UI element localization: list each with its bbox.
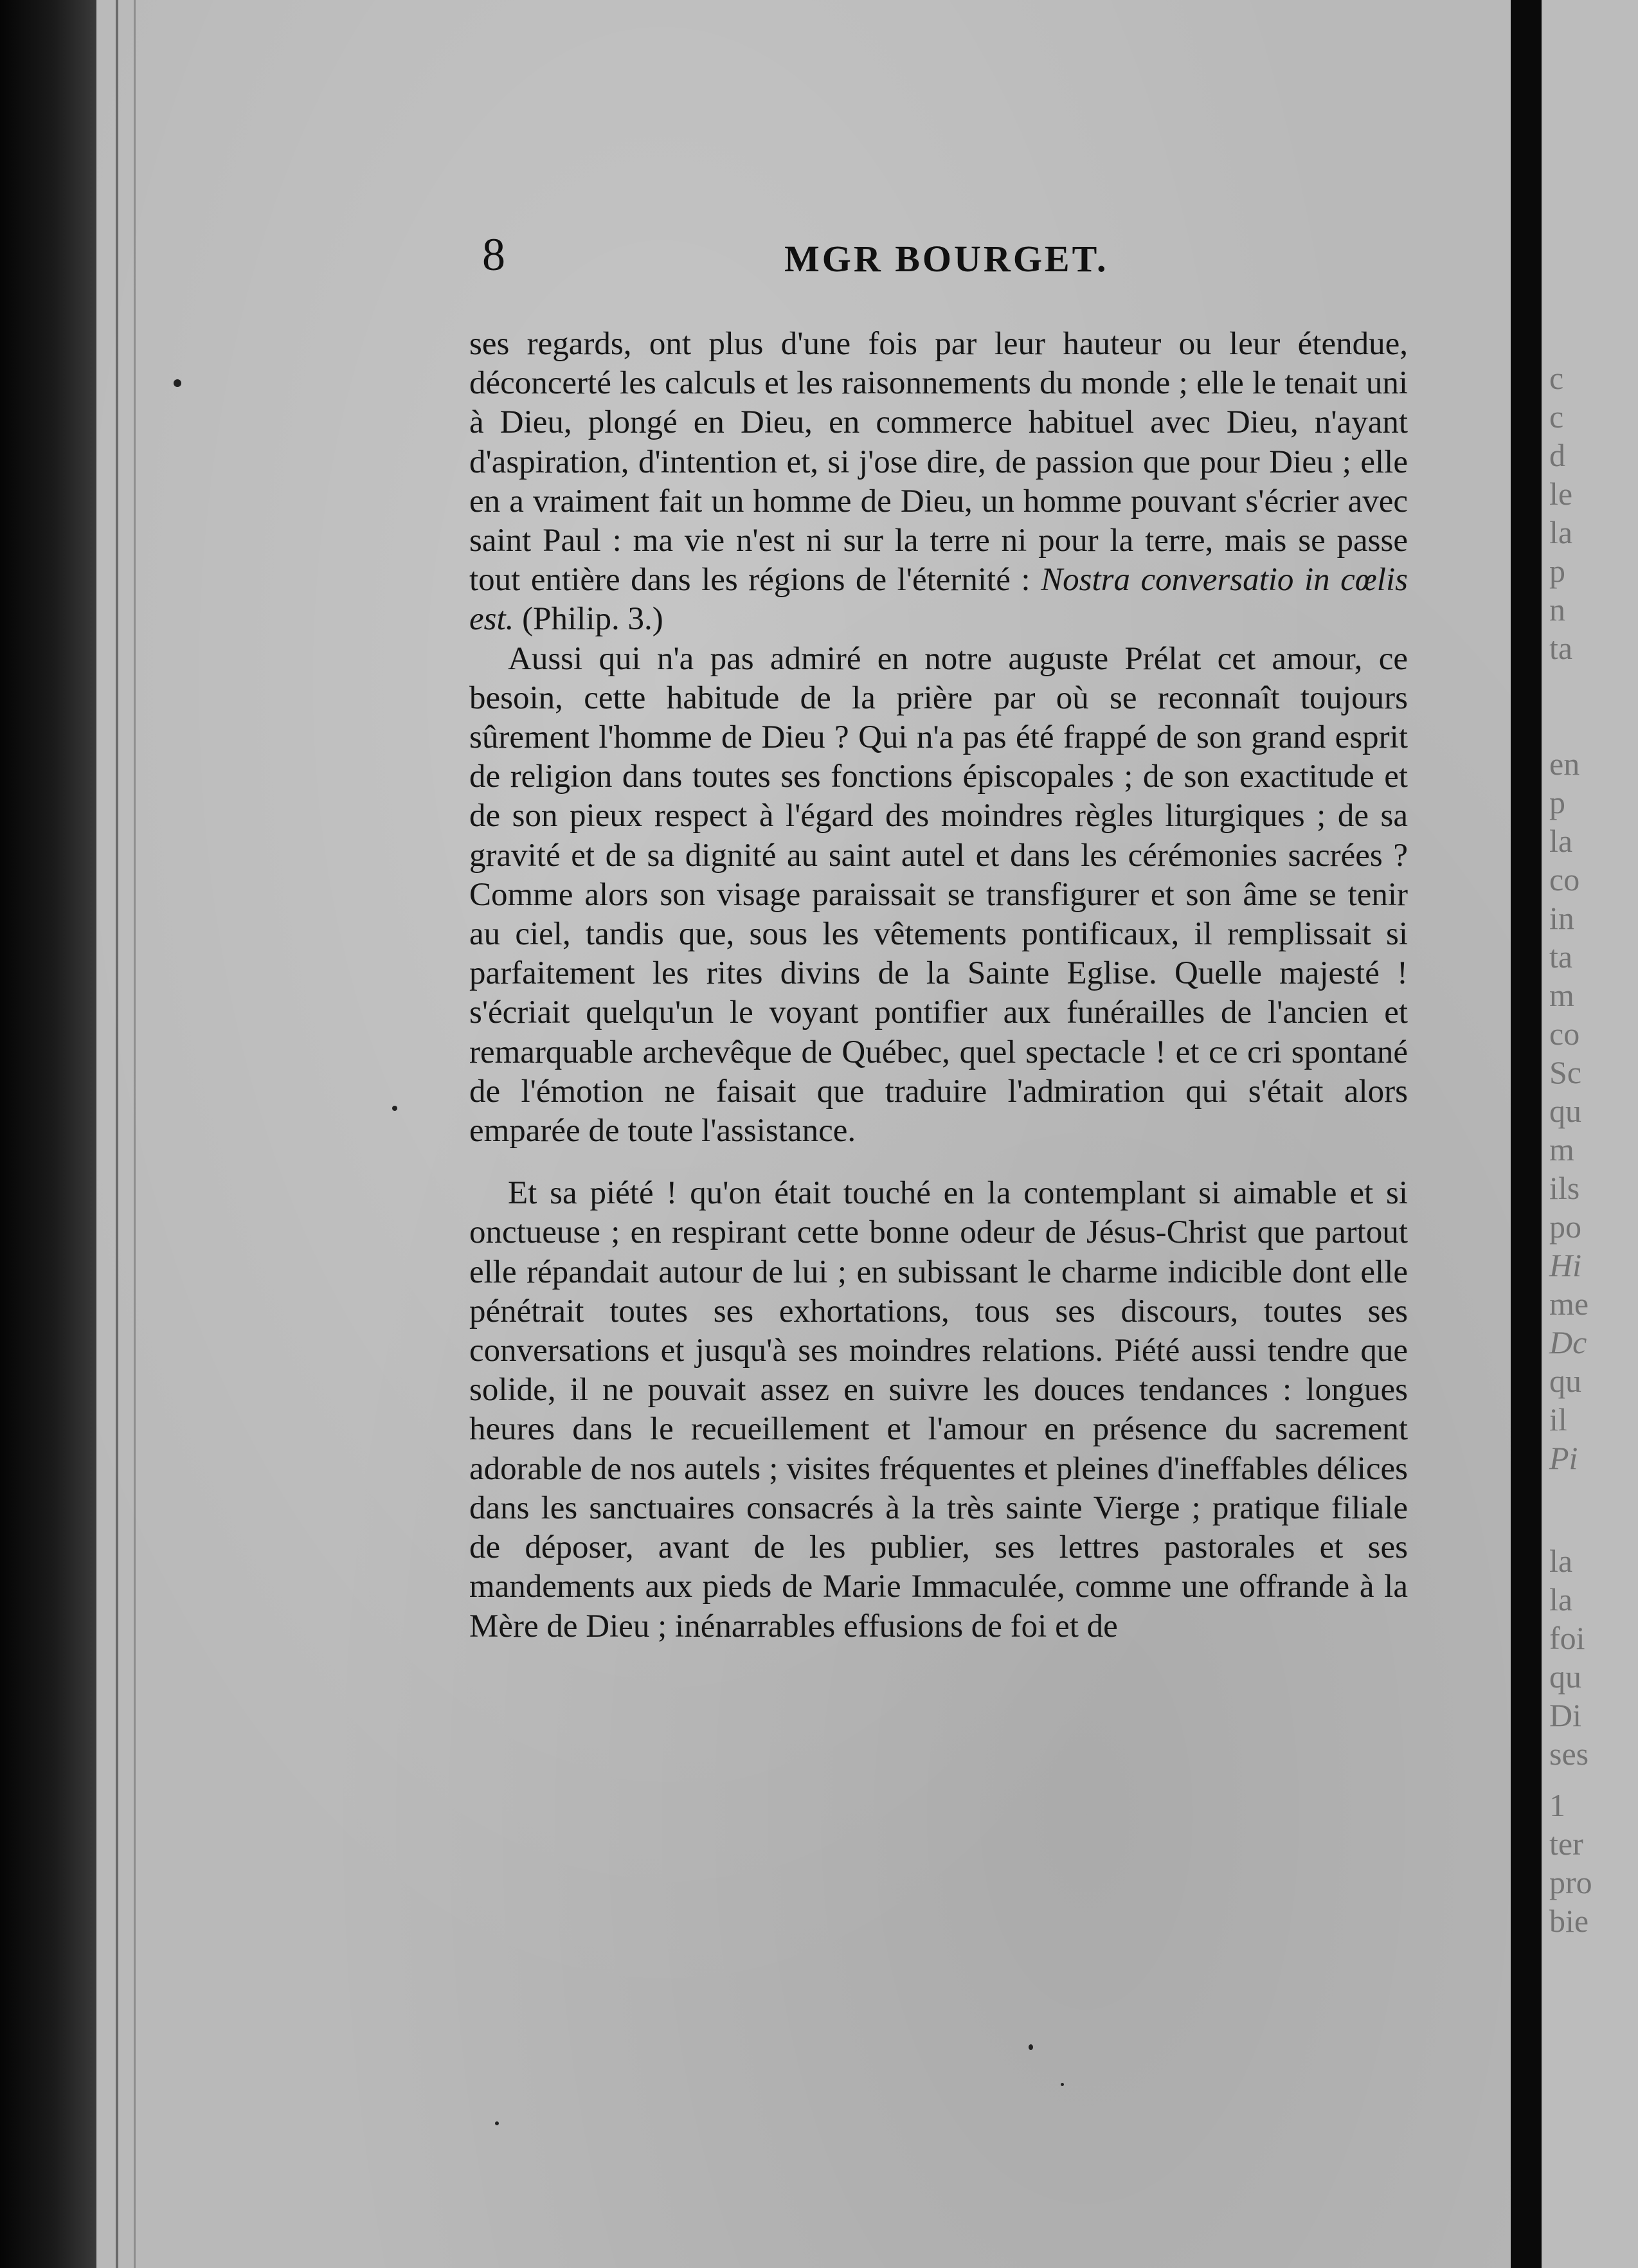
page-edge-line	[116, 0, 118, 2268]
next-page-fragment: il	[1549, 1401, 1567, 1437]
next-page-fragment: le	[1549, 476, 1573, 512]
paragraph-1-text: ses regards, ont plus d'une fois par leur hauteur ou leur étendue, déconcerté les calculs et les raisonnements du monde ; elle le tenait uni à Dieu, plongé en Dieu, en commerce habituel avec Dieu, n'ayant d'aspiration, d'intention et, si j'ose dire, de passion que pour Dieu ; elle en a vraiment fait un homme de Dieu, un homme pouvant s'écrier avec saint Paul : ma vie n'est ni sur la terre ni pour la terre, mais se passe tout entière dans les régions de l'éternité :	[469, 326, 1408, 598]
next-page-fragment: c	[1549, 360, 1564, 396]
next-page-fragment: Sc	[1549, 1054, 1581, 1090]
next-page-fragment: ses	[1549, 1736, 1589, 1772]
next-page-fragment: en	[1549, 746, 1580, 782]
next-page-fragment: Di	[1549, 1697, 1581, 1733]
next-page-fragment: co	[1549, 861, 1580, 897]
body-text	[469, 325, 1408, 1646]
citation: (Philip. 3.)	[514, 601, 663, 638]
paragraph-1	[469, 325, 1408, 640]
next-page-fragment: c	[1549, 399, 1564, 435]
page-header	[482, 228, 1446, 280]
next-page-fragment: Dc	[1549, 1324, 1587, 1360]
paragraph-2: Aussi qui n'a pas admiré en notre auguste Prélat cet amour, ce besoin, cette habitude de la prière par où se reconnaît toujours sûrement l'homme de Dieu ? Qui n'a pas été frappé de son grand esprit de religion dans toutes ses fonctions épiscopales ; de son exactitude et de son pieux respect à l'égard des moindres règles liturgiques ; de sa gravité et de sa dignité au saint autel et dans les cérémonies sacrées ? Comme alors son visage paraissait se transfigurer et son âme se tenir au ciel, tandis que, sous les vêtements pontificaux, il remplissait si parfaitement les rites divins de la Sainte Eglise. Quelle majesté ! s'écriait quelqu'un le voyant pontifier aux funérailles de l'ancien et remarquable archevêque de Québec, quel spectacle ! et ce cri spontané de l'émotion ne faisait que traduire l'admiration qui s'était alors emparée de toute l'assistance.	[469, 640, 1408, 1149]
next-page-fragment: m	[1549, 1131, 1574, 1167]
next-page-edge	[1542, 0, 1638, 2268]
next-page-fragment: ter	[1549, 1826, 1583, 1862]
book-gutter	[1511, 0, 1542, 2268]
next-page-fragment: m	[1549, 977, 1574, 1013]
latin-quote: Nostra conversatio in cœlis est.	[469, 562, 1408, 638]
next-page-fragment: la	[1549, 514, 1573, 550]
running-title: MGR BOURGET.	[784, 238, 1109, 280]
next-page-fragment: la	[1549, 823, 1573, 859]
next-page-fragment: in	[1549, 900, 1574, 936]
next-page-fragment: qu	[1549, 1093, 1581, 1129]
page-edge-line	[134, 0, 136, 2268]
next-page-fragment: foi	[1549, 1620, 1585, 1656]
next-page-fragment: d	[1549, 437, 1565, 473]
page-number: 8	[482, 229, 505, 280]
next-page-fragment: n	[1549, 591, 1565, 627]
paragraph-3: Et sa piété ! qu'on était touché en la contemplant si aimable et si onctueuse ; en respirant cette bonne odeur de Jésus-Christ que partout elle répandait autour de lui ; en subissant le charme indicible dont elle pénétrait toutes ses exhortations, tous ses discours, toutes ses conversations et jusqu'à ses moindres relations. Piété aussi tendre que solide, il ne pouvait assez en suivre les douces tendances : longues heures dans le recueillement et l'amour en présence du sacrement adorable de nos autels ; visites fréquentes et pleines d'ineffables délices dans les sanctuaires consacrés à la très sainte Vierge ; pratique filiale de déposer, avant de les publier, ses lettres pastorales et ses mandements aux pieds de Marie Immaculée, comme une offrande à la Mère de Dieu ; inénarrables effusions de foi et de	[469, 1175, 1408, 1644]
next-page-fragment: p	[1549, 784, 1565, 820]
next-page-fragment: p	[1549, 553, 1565, 589]
next-page-fragment: bie	[1549, 1903, 1589, 1939]
next-page-fragment: 1	[1549, 1787, 1565, 1823]
left-margin-shadow	[0, 0, 96, 2268]
next-page-fragment: po	[1549, 1209, 1581, 1245]
next-page-fragment: qu	[1549, 1363, 1581, 1399]
next-page-fragment: Pi	[1549, 1440, 1578, 1476]
next-page-fragment: me	[1549, 1286, 1589, 1322]
next-page-fragment: la	[1549, 1581, 1573, 1617]
next-page-fragment: ils	[1549, 1170, 1580, 1206]
next-page-fragment: la	[1549, 1543, 1573, 1579]
next-page-fragment: Hi	[1549, 1247, 1581, 1283]
next-page-fragment: qu	[1549, 1659, 1581, 1695]
next-page-fragment: ta	[1549, 939, 1573, 975]
next-page-fragment: co	[1549, 1016, 1580, 1052]
next-page-fragment: ta	[1549, 630, 1573, 666]
next-page-fragment: pro	[1549, 1864, 1592, 1900]
